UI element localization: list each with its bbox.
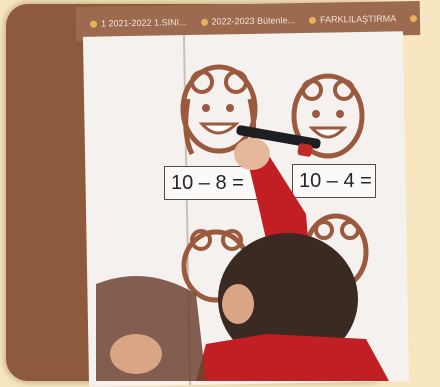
bookmark-label: FARKLILAŞTIRMA bbox=[320, 13, 397, 25]
other-hand bbox=[110, 334, 162, 374]
bookmark-icon bbox=[410, 15, 417, 22]
hand bbox=[234, 138, 270, 170]
marker-cap bbox=[297, 143, 313, 157]
equation-text: 10 – 8 = bbox=[171, 171, 244, 194]
child-ear bbox=[222, 284, 254, 324]
photo-frame bbox=[6, 4, 440, 381]
red-shirt bbox=[196, 334, 389, 381]
equation-text: 10 – 4 = bbox=[299, 169, 372, 192]
bookmark-item bbox=[410, 13, 440, 24]
bookmark-label: Ba... bbox=[421, 12, 440, 23]
bookmark-label: 1 2021-2022 1.SINI... bbox=[100, 17, 187, 29]
child-figure bbox=[6, 4, 389, 381]
bookmark-label: 2022-2023 Bütenle... bbox=[211, 15, 296, 27]
